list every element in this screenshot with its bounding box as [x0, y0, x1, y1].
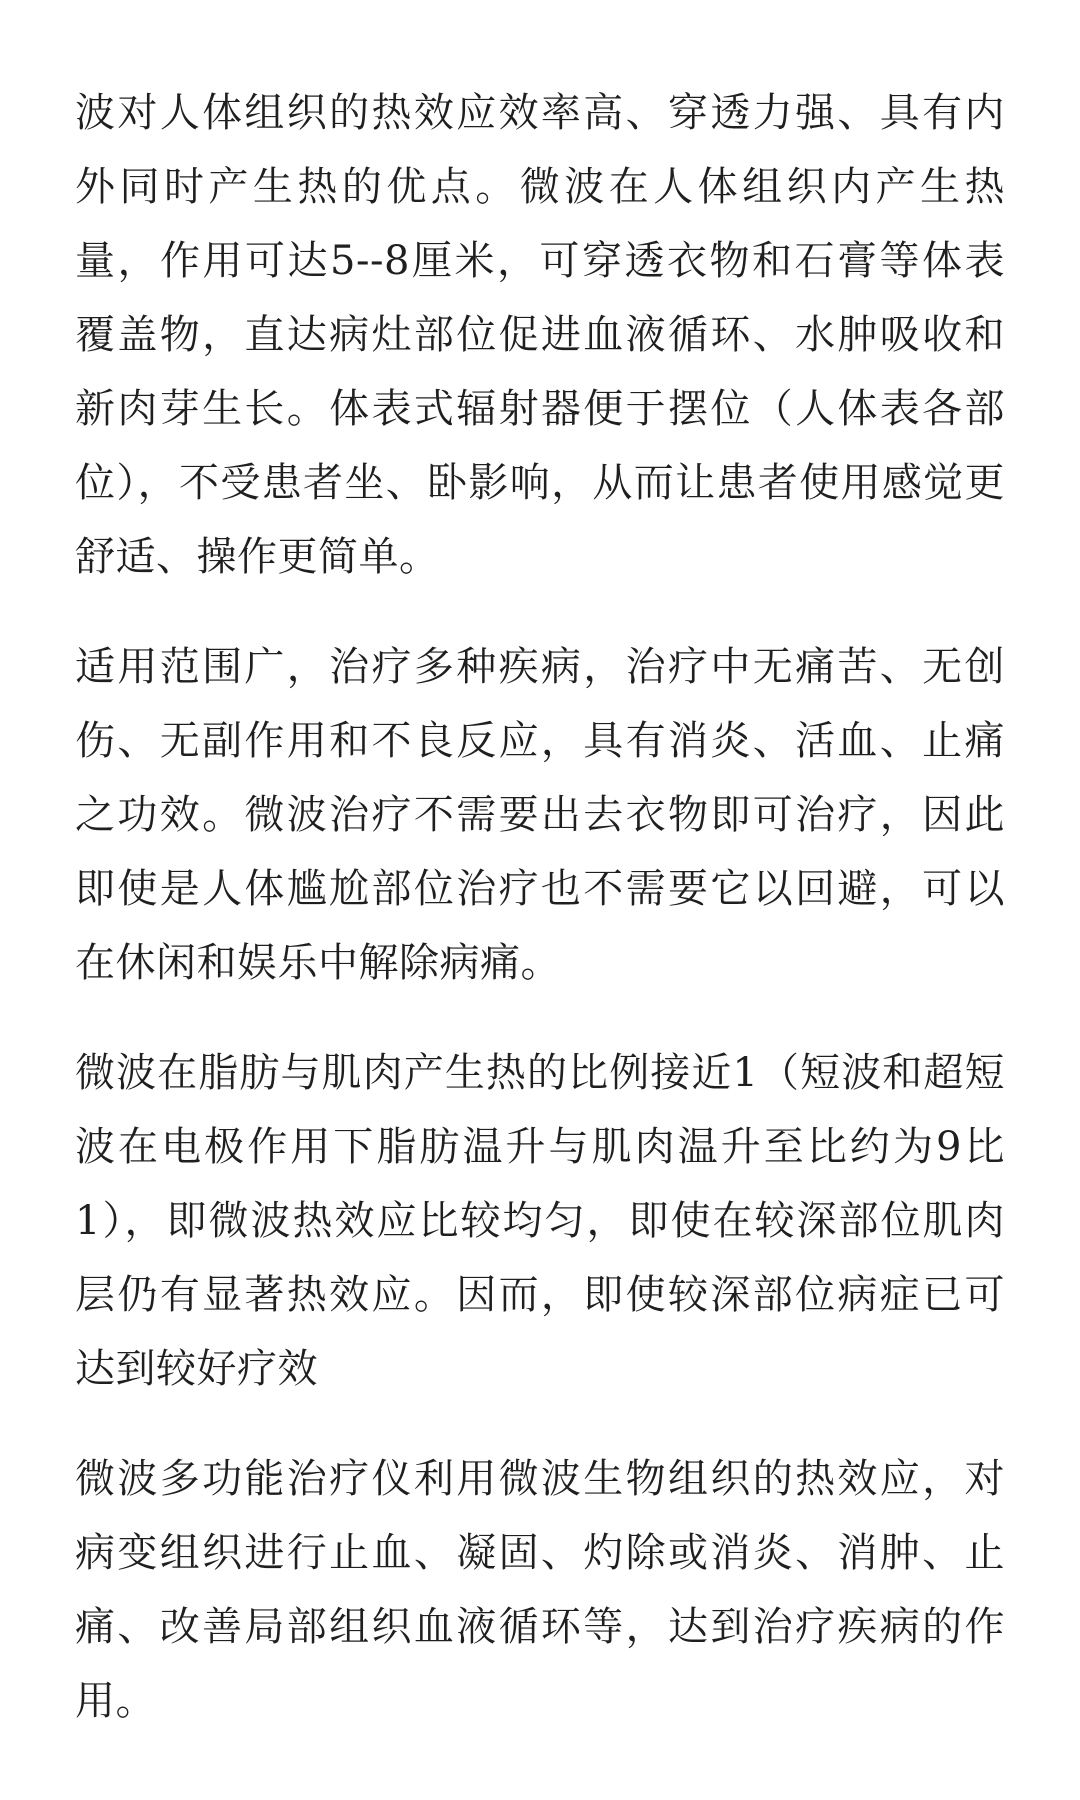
paragraph-2: 适用范围广，治疗多种疾病，治疗中无痛苦、无创伤、无副作用和不良反应，具有消炎、活血、止痛之功效。微波治疗不需要出去衣物即可治疗，因此即使是人体尴尬部位治疗也不需要它以回避，可以在休闲和娱乐中解除病痛。 [75, 644, 1005, 986]
paragraph-3: 微波在脂肪与肌肉产生热的比例接近1（短波和超短波在电极作用下脂肪温升与肌肉温升至比约为9比1），即微波热效应比较均匀，即使在较深部位肌肉层仍有显著热效应。因而，即使较深部位病症已可达到较好疗效 [75, 1050, 1005, 1392]
paragraph-4: 微波多功能治疗仪利用微波生物组织的热效应，对病变组织进行止血、凝固、灼除或消炎、消肿、止痛、改善局部组织血液循环等，达到治疗疾病的作用。 [75, 1456, 1005, 1724]
article-body [75, 76, 1005, 1774]
paragraph-1: 波对人体组织的热效应效率高、穿透力强、具有内外同时产生热的优点。微波在人体组织内产生热量，作用可达5--8厘米，可穿透衣物和石膏等体表覆盖物，直达病灶部位促进血液循环、水肿吸收和新肉芽生长。体表式辐射器便于摆位（人体表各部位），不受患者坐、卧影响，从而让患者使用感觉更舒适、操作更简单。 [75, 90, 1005, 580]
